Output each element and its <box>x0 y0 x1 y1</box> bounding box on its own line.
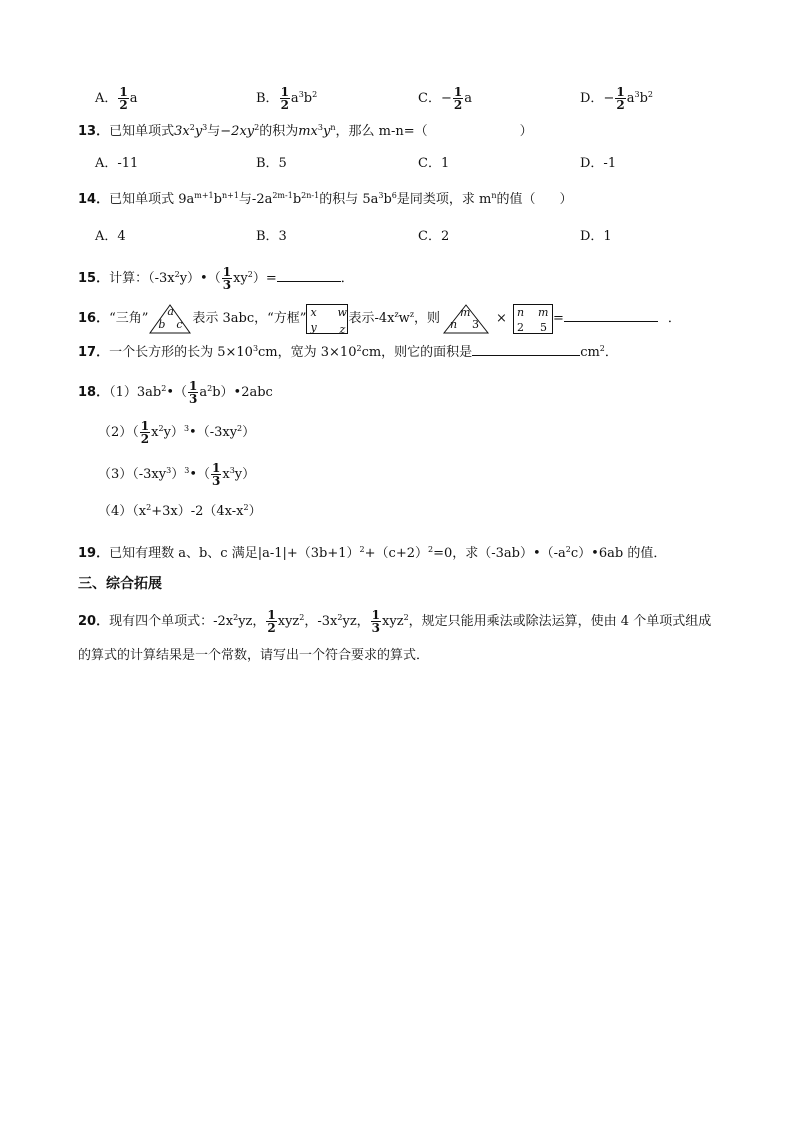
question-text: ． <box>667 311 681 326</box>
question-text: a <box>199 385 208 400</box>
question-text: ． <box>340 271 354 286</box>
question-text: 已知有理数 a、b、c 满足|a-1|+（3b+1） <box>109 546 360 561</box>
option-label: B． <box>256 91 279 106</box>
question-text: cm <box>580 345 600 360</box>
exponent: 3 <box>317 123 323 132</box>
question-text: b）•2abc <box>212 385 273 400</box>
box-label: 2 <box>516 320 524 334</box>
exponent: 2 <box>299 613 305 622</box>
question-text: 已知单项式 9a <box>109 192 195 207</box>
question-19 <box>78 546 666 562</box>
numerator: 1 <box>267 608 276 622</box>
denominator: 2 <box>453 98 463 112</box>
box-label: y <box>310 320 317 334</box>
denominator: 2 <box>616 98 625 112</box>
question-text: ． <box>604 345 618 360</box>
option-label: C． <box>418 91 441 106</box>
exponent: 2 <box>359 545 365 554</box>
question-20 <box>78 609 711 634</box>
question-text: b <box>292 192 302 207</box>
box-label: 5 <box>539 320 547 334</box>
exponent: 2 <box>233 613 239 622</box>
question-text: +（c+2） <box>364 546 428 561</box>
q12-option-a <box>95 86 138 111</box>
question-text: b <box>213 192 222 207</box>
exponent: 3 <box>166 466 172 475</box>
q13-option-b: B．5 <box>256 156 287 171</box>
math-term: mx <box>298 124 318 139</box>
q12-option-b <box>256 86 317 111</box>
option-label: D． <box>580 91 604 106</box>
denominator: 3 <box>222 278 232 292</box>
numerator: 1 <box>371 608 381 622</box>
fraction <box>615 86 625 111</box>
q14-option-c: C．2 <box>418 229 450 244</box>
question-text: 一个长方形的长为 5×10 <box>109 345 253 360</box>
fraction <box>140 420 150 445</box>
fraction <box>371 609 381 634</box>
exponent: 2 <box>254 123 260 132</box>
question-text: 的积为 <box>259 124 299 139</box>
denominator: 2 <box>280 98 289 112</box>
exponent: n+1 <box>221 191 239 200</box>
denominator: 3 <box>371 621 381 635</box>
numerator: 1 <box>119 85 128 99</box>
exponent: 2n-1 <box>301 191 320 200</box>
exponent: 2 <box>312 90 318 99</box>
exponent: 2 <box>427 545 434 554</box>
q13-option-a: A．-11 <box>95 156 139 171</box>
question-text: y） <box>234 467 256 482</box>
question-text: ） <box>248 504 262 519</box>
question-16 <box>78 302 681 336</box>
exponent: 6 <box>391 191 397 200</box>
answer-blank[interactable] <box>564 309 658 322</box>
equals-sign: = <box>552 311 564 326</box>
question-text: （4）（x <box>98 504 147 519</box>
option-text: a <box>464 91 472 106</box>
box-label: x <box>310 305 317 319</box>
fraction <box>453 86 463 111</box>
exponent: z <box>394 310 399 319</box>
question-text: ，那么 m-n=（ <box>335 124 428 139</box>
sign: − <box>603 91 615 106</box>
question-text: x <box>222 467 230 482</box>
question-text: x <box>151 425 159 440</box>
math-term: 3x <box>174 124 190 139</box>
answer-blank[interactable] <box>277 269 341 282</box>
fraction <box>188 380 198 405</box>
question-text: 的积与 5a <box>319 192 379 207</box>
fraction <box>280 86 290 111</box>
option-text: a <box>626 91 635 106</box>
exponent: n <box>330 123 336 132</box>
exponent: 2 <box>207 384 213 393</box>
box-figure <box>513 304 553 334</box>
question-text: ，-3x <box>304 614 338 629</box>
triangle-figure <box>442 304 490 334</box>
question-number: 13． <box>78 124 110 139</box>
q12-option-d <box>580 86 653 111</box>
exponent: 2 <box>565 545 571 554</box>
triangle-label: b <box>158 317 166 331</box>
question-18-part-4 <box>98 504 262 520</box>
numerator: 1 <box>212 461 221 475</box>
question-text: yz， <box>342 614 370 629</box>
exponent: 2 <box>337 613 343 622</box>
question-text: yz， <box>238 614 266 629</box>
question-text: 计算：（-3x <box>109 271 175 286</box>
numerator: 1 <box>222 265 232 279</box>
question-20-line-2: 的算式的计算结果是一个常数，请写出一个符合要求的算式． <box>78 648 430 663</box>
question-15 <box>78 266 354 291</box>
question-text: =0，求（-3ab）•（-a <box>433 546 566 561</box>
numerator: 1 <box>453 85 463 99</box>
exponent: 3 <box>298 90 304 99</box>
exponent: z <box>409 310 415 319</box>
math-term: y <box>323 124 331 139</box>
question-text: 表示 3abc，“方框” <box>192 311 307 326</box>
question-number: 19． <box>78 546 110 561</box>
exponent: m+1 <box>194 191 214 200</box>
question-text: c）•6ab 的值． <box>570 546 667 561</box>
exponent: 2 <box>161 384 167 393</box>
question-text: •（ <box>166 385 187 400</box>
option-text: b <box>639 91 648 106</box>
question-number: 20． <box>78 614 110 629</box>
times-sign: × <box>496 311 507 326</box>
exponent: 2 <box>403 613 409 622</box>
section-heading: 三、综合拓展 <box>78 576 162 592</box>
denominator: 3 <box>188 392 198 406</box>
question-text: 是同类项，求 m <box>396 192 492 207</box>
q14-option-d: D．1 <box>580 229 612 244</box>
exponent: 3 <box>229 466 235 475</box>
numerator: 1 <box>280 85 289 99</box>
question-number: 17． <box>78 345 110 360</box>
question-18-part-1 <box>78 380 273 405</box>
q13-option-c: C．1 <box>418 156 450 171</box>
math-term: −2xy <box>220 124 255 139</box>
box-label: w <box>337 305 347 319</box>
exponent: 2 <box>599 344 605 353</box>
denominator: 2 <box>267 621 276 635</box>
exponent: 2 <box>647 90 653 99</box>
question-text: xy <box>233 271 248 286</box>
option-text: a <box>290 91 299 106</box>
exponent: n <box>491 191 497 200</box>
sign: − <box>440 91 452 106</box>
question-text: ） <box>171 467 185 482</box>
exponent: 3 <box>378 191 384 200</box>
q13-option-d: D．-1 <box>580 156 617 171</box>
answer-blank[interactable] <box>472 343 580 356</box>
numerator: 1 <box>140 419 150 433</box>
answer-paren: ） <box>519 124 533 139</box>
question-number: 16． <box>78 311 110 326</box>
exponent: 2 <box>174 270 180 279</box>
exponent: 3 <box>202 123 208 132</box>
question-13 <box>78 124 533 140</box>
question-text: （3）（-3xy <box>98 467 167 482</box>
denominator: 3 <box>212 474 221 488</box>
exponent: 3 <box>183 424 190 433</box>
fraction <box>222 266 232 291</box>
option-text: b <box>303 91 313 106</box>
question-text: w <box>398 311 410 326</box>
exponent: 2 <box>146 503 152 512</box>
numerator: 1 <box>188 379 198 393</box>
question-text: +3x）-2（4x-x <box>151 504 244 519</box>
triangle-label: c <box>176 317 183 331</box>
triangle-label: m <box>460 305 471 319</box>
math-term: y <box>194 124 203 139</box>
fraction <box>211 462 221 487</box>
denominator: 2 <box>140 432 150 446</box>
option-text: a <box>129 91 138 106</box>
question-text: 已知单项式 <box>109 124 175 139</box>
question-text: xyz <box>277 614 300 629</box>
question-18-part-3 <box>98 462 255 487</box>
question-text: xyz <box>382 614 404 629</box>
triangle-label: n <box>450 317 458 331</box>
exponent: 3 <box>184 466 190 475</box>
question-text: •（-3xy <box>189 425 238 440</box>
question-14 <box>78 192 573 208</box>
question-text: y） <box>163 425 184 440</box>
question-number: 15． <box>78 271 110 286</box>
box-label: n <box>516 305 525 319</box>
q14-option-b: B．3 <box>256 229 287 244</box>
question-text: ，则 <box>414 311 441 326</box>
exponent: 3 <box>252 344 259 353</box>
question-17 <box>78 343 618 361</box>
q12-option-c <box>418 86 472 111</box>
question-text: b <box>383 192 392 207</box>
question-text: ）= <box>252 271 277 286</box>
question-text: 表示-4x <box>348 311 395 326</box>
triangle-figure <box>148 304 192 334</box>
fraction <box>118 86 128 111</box>
exponent: 2 <box>247 270 253 279</box>
exponent: 2 <box>237 424 243 433</box>
question-text: •（ <box>189 467 210 482</box>
answer-paren: ） <box>559 192 573 207</box>
question-18-part-2 <box>98 420 255 445</box>
question-text: cm，宽为 3×10 <box>258 345 357 360</box>
exponent: 2 <box>189 123 195 132</box>
fraction <box>266 609 276 634</box>
question-text: 与-2a <box>238 192 273 207</box>
question-text: 的值（ <box>496 192 536 207</box>
q14-option-a: A．4 <box>95 229 126 244</box>
triangle-label: 3 <box>472 317 480 331</box>
denominator: 2 <box>119 98 128 112</box>
box-label: m <box>537 305 549 319</box>
question-text: 现有四个单项式：-2x <box>109 614 234 629</box>
triangle-label: a <box>167 304 174 318</box>
question-text: （2）（ <box>98 425 139 440</box>
question-text: ，规定只能用乘法或除法运算，使由 4 个单项式组成 <box>408 614 712 629</box>
box-label: z <box>339 322 346 336</box>
question-number: 18． <box>78 385 110 400</box>
question-text: “三角” <box>109 311 149 326</box>
question-text: cm，则它的面积是 <box>361 345 473 360</box>
question-text: （1）3ab <box>109 385 162 400</box>
question-number: 14． <box>78 192 110 207</box>
question-text: y）•（ <box>179 271 221 286</box>
exponent: 3 <box>634 90 640 99</box>
exponent: 2m-1 <box>272 191 293 200</box>
exponent: 2 <box>356 344 362 353</box>
option-label: A． <box>95 91 118 106</box>
exponent: 2 <box>243 503 249 512</box>
numerator: 1 <box>616 85 625 99</box>
exponent: 2 <box>158 424 164 433</box>
box-figure <box>306 304 348 334</box>
question-text: ） <box>242 425 256 440</box>
question-text: 与 <box>207 124 221 139</box>
